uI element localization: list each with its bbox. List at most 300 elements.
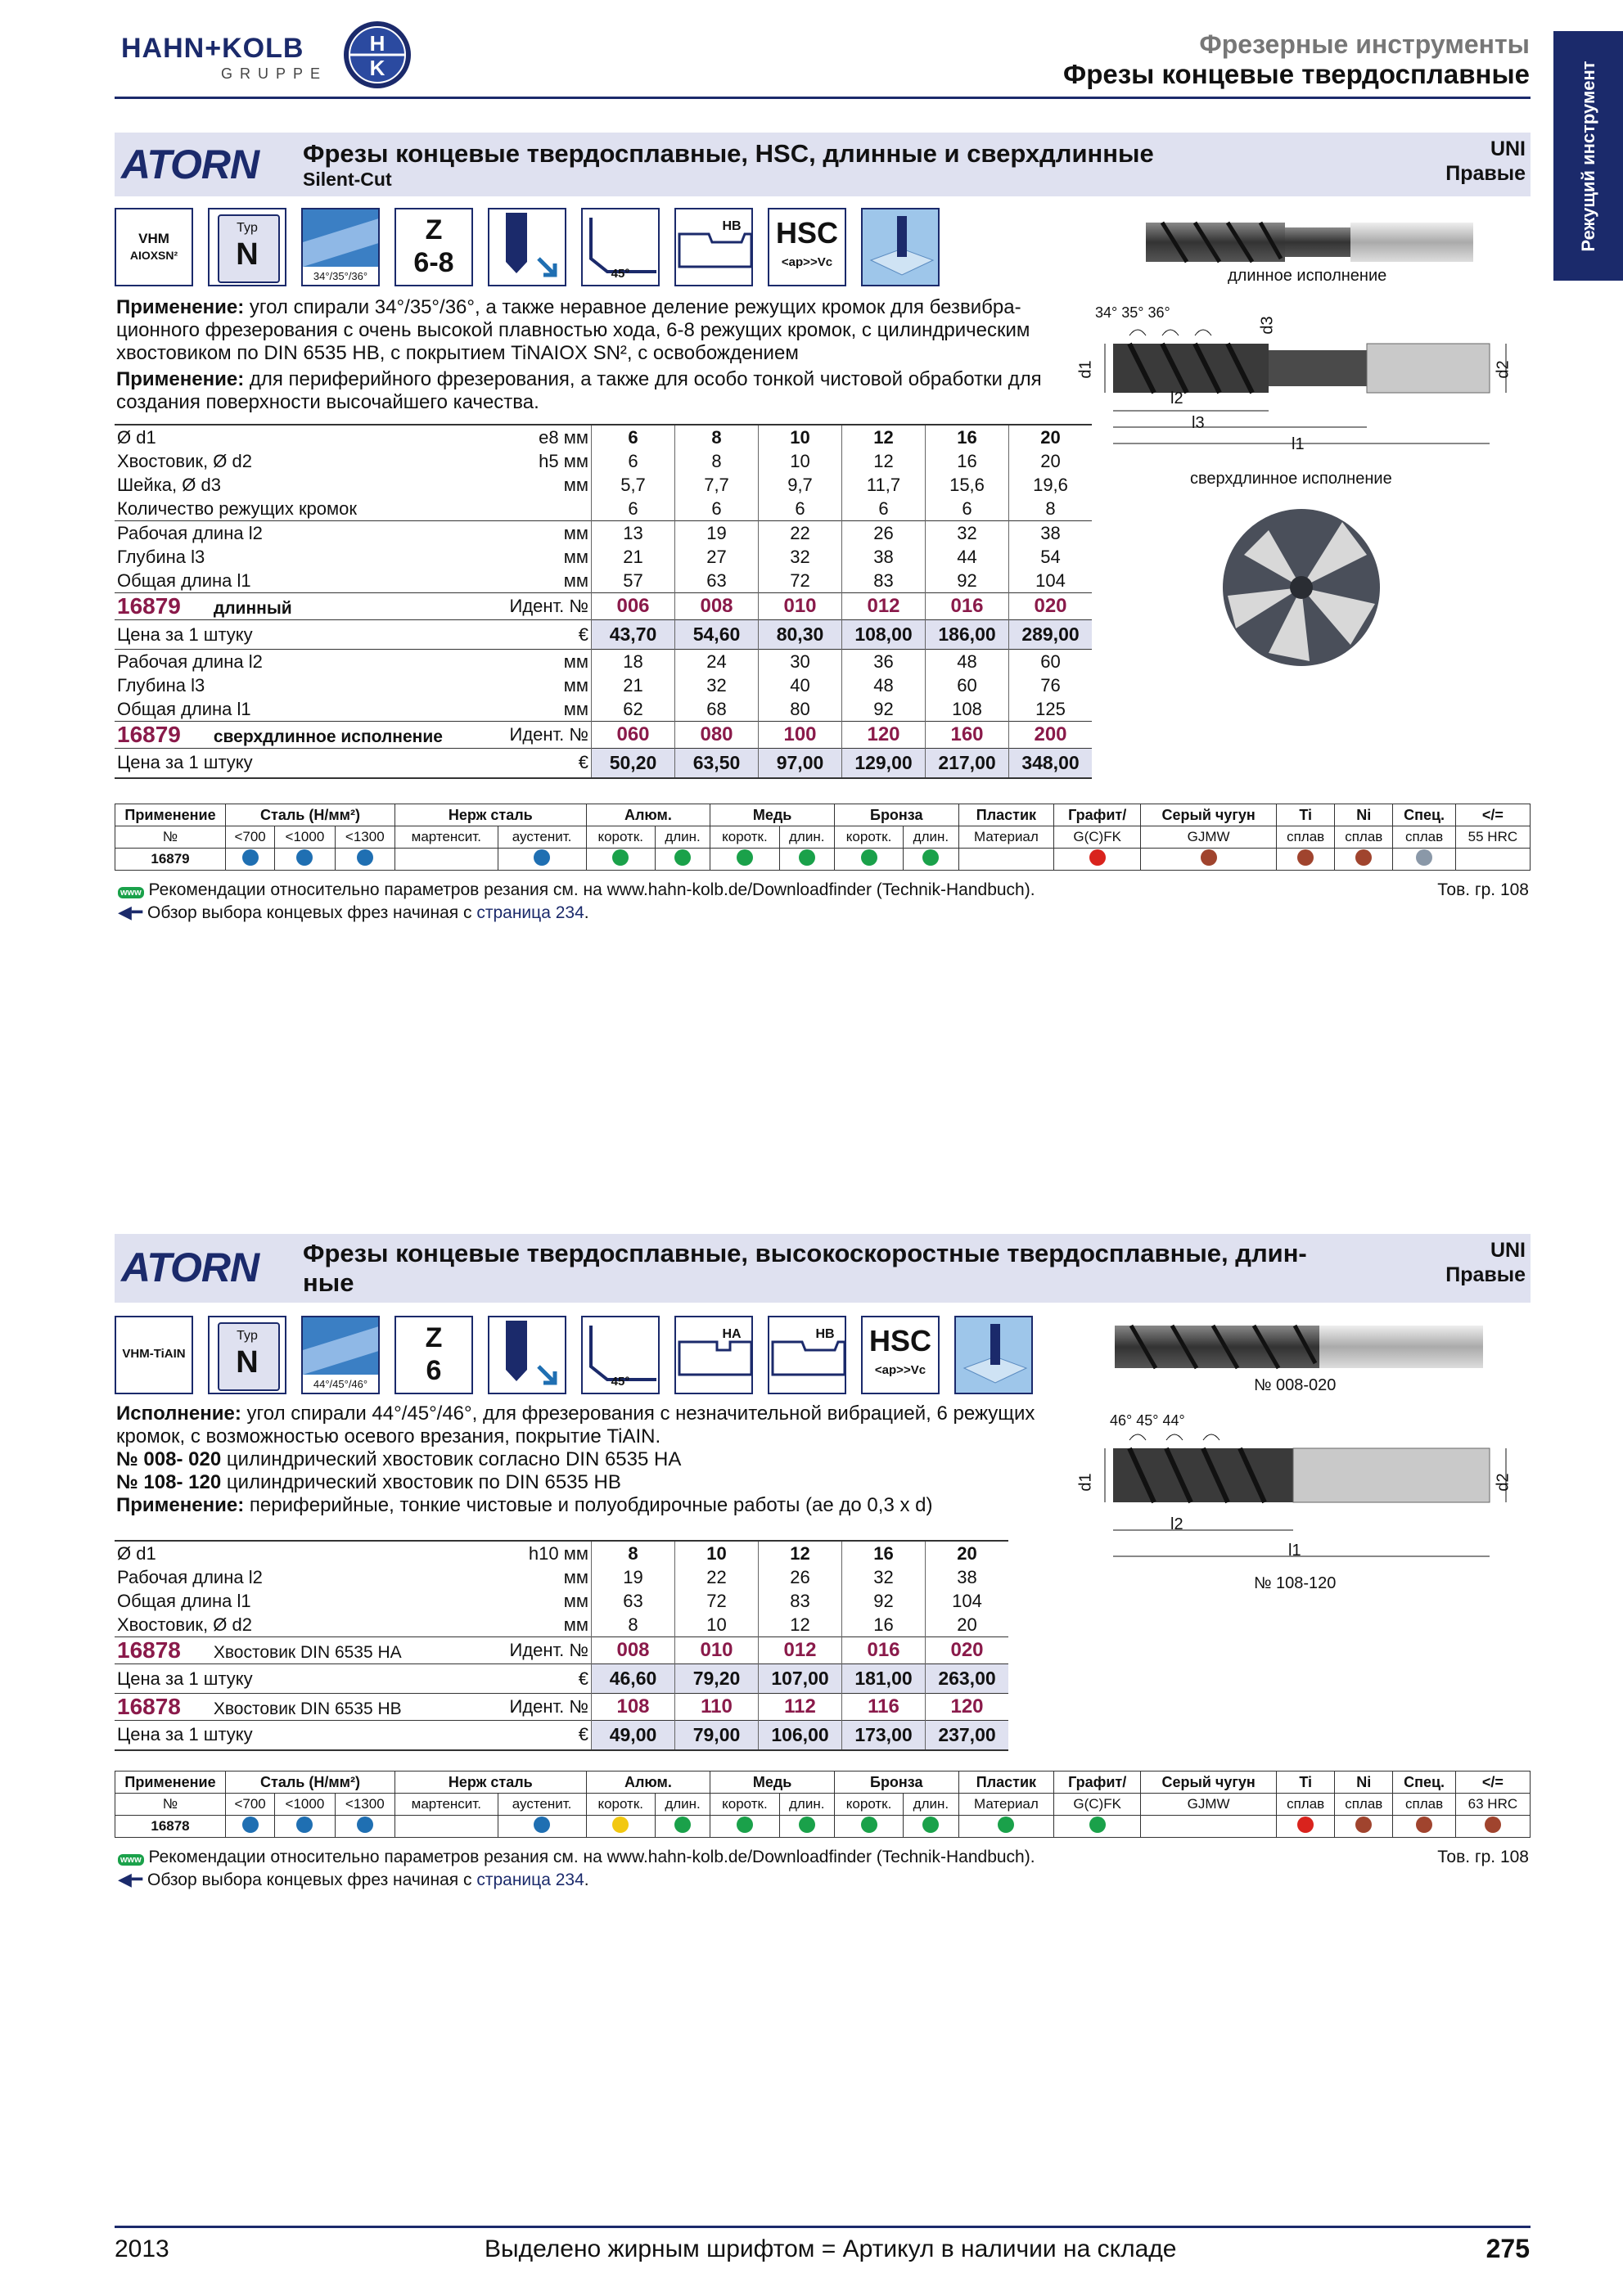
material-suitability-cell bbox=[958, 849, 1054, 871]
spec-label: Ø d1 bbox=[117, 1542, 156, 1564]
axial-plunge-icon-2 bbox=[488, 1316, 566, 1394]
suitability-dot-icon bbox=[1416, 1817, 1432, 1833]
material-subheader: G(C)FK bbox=[1054, 826, 1141, 849]
subcategory-title: Фрезы концевые твердосплавные bbox=[1063, 59, 1530, 89]
atorn-logo: ATORN bbox=[121, 142, 259, 187]
spec-value: 38 bbox=[926, 1565, 1009, 1589]
article-cell bbox=[115, 1637, 504, 1664]
spec-value: 48 bbox=[842, 673, 926, 697]
spec-value: 63 bbox=[592, 1589, 675, 1613]
long-version-label: длинное исполнение bbox=[1228, 267, 1387, 285]
material-suitability-cell bbox=[586, 849, 655, 871]
suitability-dot-icon bbox=[1297, 1817, 1314, 1833]
helix-angle-icon-2: 44°/45°/46° bbox=[301, 1316, 380, 1394]
suitability-dot-icon bbox=[861, 1817, 877, 1833]
section1-product-group: Тов. гр. 108 bbox=[1437, 880, 1529, 899]
article-code: 200 bbox=[1009, 722, 1093, 749]
price-value: 80,30 bbox=[759, 620, 842, 650]
spec-value: 11,7 bbox=[842, 473, 926, 497]
suitability-dot-icon bbox=[357, 849, 373, 866]
material-suitability-cell bbox=[1393, 849, 1455, 871]
material-header-copper: Медь bbox=[710, 1772, 835, 1794]
material-suitability-cell bbox=[226, 1816, 275, 1838]
material-header-castiron: Серый чугун bbox=[1141, 1772, 1277, 1794]
article-code: 016 bbox=[926, 593, 1009, 620]
material-header-bronze: Бронза bbox=[834, 1772, 958, 1794]
spec-value: 26 bbox=[759, 1565, 842, 1589]
spec-value: 62 bbox=[592, 697, 675, 722]
material-header-graphite: Графит/ bbox=[1054, 1772, 1141, 1794]
material-suitability-cell bbox=[1393, 1816, 1455, 1838]
suitability-dot-icon bbox=[1201, 849, 1217, 866]
spec-value: 6 bbox=[592, 497, 675, 521]
spec-label: Рабочая длина l2 bbox=[115, 521, 504, 546]
material-subheader: сплав bbox=[1393, 1794, 1455, 1816]
footer-year: 2013 bbox=[115, 2235, 169, 2262]
page-number: 275 bbox=[1485, 2234, 1530, 2263]
material-subheader: <1000 bbox=[275, 1794, 335, 1816]
article-row bbox=[115, 722, 1092, 749]
side-tab[interactable] bbox=[1553, 31, 1623, 281]
material-article-number: 16878 bbox=[115, 1816, 226, 1838]
price-value: 46,60 bbox=[592, 1664, 675, 1694]
spec-unit: мм bbox=[563, 674, 588, 696]
arrow-left-icon-2: ◀━ bbox=[118, 1869, 143, 1889]
price-label: Цена за 1 штуку bbox=[115, 749, 504, 778]
brand-emblem-icon bbox=[342, 20, 413, 90]
section2-title: Фрезы концевые твердосплавные, высокоскоростные твердосплавные, длин- bbox=[303, 1239, 1307, 1267]
price-label: Цена за 1 штуку bbox=[115, 1721, 504, 1750]
spec-row bbox=[115, 697, 1092, 722]
material-header-plastic: Пластик bbox=[958, 804, 1054, 826]
section1-title-bar bbox=[115, 133, 1531, 196]
l2-label: l2 bbox=[1170, 389, 1183, 407]
material-suitability-cell bbox=[779, 849, 834, 871]
spec-unit: e8 мм bbox=[539, 426, 588, 448]
price-value: 43,70 bbox=[592, 620, 675, 650]
helix-angle-icon: 34°/35°/36° bbox=[301, 208, 380, 286]
material-subheader: длин. bbox=[904, 1794, 958, 1816]
spec-value: 10 bbox=[675, 1613, 759, 1637]
section1-subtitle: Silent-Cut bbox=[303, 169, 392, 190]
spec-value: 10 bbox=[759, 449, 842, 473]
section1-spec-table bbox=[115, 424, 1092, 779]
material-subheader: коротк. bbox=[710, 1794, 779, 1816]
shank-hb-icon: HB bbox=[674, 208, 753, 286]
spec-unit: мм bbox=[563, 569, 588, 591]
suitability-dot-icon bbox=[799, 1817, 815, 1833]
material-subheader: коротк. bbox=[834, 826, 903, 849]
material-subheader: № bbox=[115, 826, 226, 849]
material-header-plastic: Пластик bbox=[958, 1772, 1054, 1794]
d1-label-2: d1 bbox=[1076, 1473, 1095, 1492]
material-article-number: 16879 bbox=[115, 849, 226, 871]
suitability-dot-icon bbox=[674, 1817, 691, 1833]
price-value: 63,50 bbox=[675, 749, 759, 778]
article-code: 008 bbox=[592, 1637, 675, 1664]
article-code: 010 bbox=[759, 593, 842, 620]
spec-value: 38 bbox=[842, 545, 926, 569]
material-suitability-cell bbox=[904, 1816, 958, 1838]
price-row bbox=[115, 620, 1092, 650]
material-header-bronze: Бронза bbox=[834, 804, 958, 826]
section1-side: Правые bbox=[1445, 162, 1526, 185]
side-tab-label: Режущий инструмент bbox=[1577, 60, 1598, 252]
material-suitability-cell bbox=[1141, 849, 1277, 871]
material-suitability-cell bbox=[710, 1816, 779, 1838]
hsc-icon-2: HSC <ap>>Vc bbox=[861, 1316, 940, 1394]
material-subheader: длин. bbox=[779, 1794, 834, 1816]
spec-value: 32 bbox=[759, 545, 842, 569]
material-suitability-cell bbox=[1335, 849, 1393, 871]
material-suitability-cell bbox=[275, 1816, 335, 1838]
spec-value: 6 bbox=[592, 425, 675, 449]
section1-cutting-note: www Рекомендации относительно параметров резания см. на www.hahn-kolb.de/Downloadfinder (Technik-Handbuch). bbox=[118, 880, 1035, 900]
spec-value: 21 bbox=[592, 545, 675, 569]
spec-value: 80 bbox=[759, 697, 842, 722]
spec-value: 92 bbox=[842, 697, 926, 722]
arrow-left-icon: ◀━ bbox=[118, 902, 143, 922]
article-number: 16878 bbox=[117, 1637, 181, 1663]
article-code: 006 bbox=[592, 593, 675, 620]
spec-label: Общая длина l1 bbox=[117, 1590, 251, 1611]
spec-value: 16 bbox=[926, 449, 1009, 473]
material-suitability-cell bbox=[226, 849, 275, 871]
article-row bbox=[115, 1694, 1008, 1721]
section2-material-table bbox=[115, 1771, 1531, 1838]
price-value: 173,00 bbox=[842, 1721, 926, 1750]
price-row bbox=[115, 1664, 1008, 1694]
spec-value: 63 bbox=[675, 569, 759, 593]
material-subheader: Материал bbox=[958, 826, 1054, 849]
spec-label: Рабочая длина l2 bbox=[115, 650, 504, 674]
price-value: 50,20 bbox=[592, 749, 675, 778]
spec-value: 6 bbox=[592, 449, 675, 473]
category-title: Фрезерные инструменты bbox=[1199, 29, 1530, 59]
spec-value: 32 bbox=[675, 673, 759, 697]
material-subheader: <1300 bbox=[335, 826, 394, 849]
spec-row bbox=[115, 569, 1092, 593]
spec-value: 6 bbox=[926, 497, 1009, 521]
material-suitability-cell bbox=[1455, 849, 1530, 871]
material-suitability-cell bbox=[335, 849, 394, 871]
material-header-steel: Сталь (Н/мм²) bbox=[226, 804, 395, 826]
material-subheader: аустенит. bbox=[498, 826, 586, 849]
spec-value: 8 bbox=[675, 425, 759, 449]
material-subheader: аустенит. bbox=[498, 1794, 586, 1816]
material-header-ni: Ni bbox=[1335, 1772, 1393, 1794]
suitability-dot-icon bbox=[1355, 1817, 1372, 1833]
spec-row bbox=[115, 673, 1092, 697]
flutes-icon: Z 6-8 bbox=[394, 208, 473, 286]
page-link-2[interactable]: страница 234 bbox=[476, 1871, 584, 1889]
material-subheader: длин. bbox=[904, 826, 958, 849]
section1-overview-note: ◀━ Обзор выбора концевых фрез начиная с страница 234. bbox=[118, 902, 589, 922]
article-code: 100 bbox=[759, 722, 842, 749]
header-rule bbox=[115, 97, 1531, 99]
spec-value: 19 bbox=[675, 521, 759, 546]
spec-value: 19 bbox=[592, 1565, 675, 1589]
footer-rule bbox=[115, 2226, 1531, 2228]
spec-row bbox=[115, 1613, 1008, 1637]
price-currency: € bbox=[504, 749, 592, 778]
spec-value: 16 bbox=[926, 425, 1009, 449]
material-suitability-cell bbox=[834, 849, 903, 871]
price-currency: € bbox=[504, 1664, 592, 1694]
tool-photo-2 bbox=[1107, 1314, 1491, 1380]
material-subheader: GJMW bbox=[1141, 826, 1277, 849]
article-cell bbox=[115, 1694, 504, 1721]
material-subheader: <700 bbox=[226, 1794, 275, 1816]
spec-value: 104 bbox=[926, 1589, 1009, 1613]
material-subheader: <1300 bbox=[335, 1794, 394, 1816]
tool-photo-long bbox=[1138, 209, 1481, 275]
section1-material-table bbox=[115, 804, 1531, 871]
type-n-icon-2: Typ N bbox=[208, 1316, 286, 1394]
material-hrc: 63 HRC bbox=[1455, 1794, 1530, 1816]
price-value: 54,60 bbox=[675, 620, 759, 650]
material-row bbox=[115, 1816, 1531, 1838]
spec-row bbox=[115, 1565, 1008, 1589]
price-row bbox=[115, 749, 1092, 778]
spec-value: 21 bbox=[592, 673, 675, 697]
suitability-dot-icon bbox=[612, 1817, 629, 1833]
material-header-alu: Алюм. bbox=[586, 804, 710, 826]
spec-row bbox=[115, 1541, 1008, 1565]
spec-label: Рабочая длина l2 bbox=[117, 1566, 263, 1587]
suitability-dot-icon bbox=[1089, 849, 1106, 866]
article-code: 116 bbox=[842, 1694, 926, 1721]
spec-value: 125 bbox=[1009, 697, 1093, 722]
spec-value: 20 bbox=[1009, 449, 1093, 473]
l3-label: l3 bbox=[1192, 414, 1205, 432]
svg-text:H: H bbox=[369, 31, 385, 56]
article-description: Хвостовик DIN 6535 HB bbox=[213, 1699, 402, 1718]
suitability-dot-icon bbox=[357, 1817, 373, 1833]
spec-label: Ø d1 bbox=[117, 426, 156, 448]
section1-application2-text: Применение: для периферийного фрезерования, а также для особо тонкой чистовой обработки для создания поверхности высочайшего качества. bbox=[116, 368, 1042, 413]
material-suitability-cell bbox=[958, 1816, 1054, 1838]
material-subheader: сплав bbox=[1335, 1794, 1393, 1816]
price-value: 129,00 bbox=[842, 749, 926, 778]
spec-value: 26 bbox=[842, 521, 926, 546]
article-cell bbox=[115, 593, 504, 620]
spec-value: 32 bbox=[926, 521, 1009, 546]
spec-label: Глубина l3 bbox=[117, 546, 205, 567]
spec-label: Шейка, Ø d3 bbox=[117, 474, 221, 495]
suitability-dot-icon bbox=[1416, 849, 1432, 866]
spec-unit: мм bbox=[504, 650, 592, 674]
spec-row bbox=[115, 497, 1092, 521]
spec-value: 8 bbox=[592, 1541, 675, 1565]
section1-uni: UNI bbox=[1490, 137, 1526, 160]
material-header-steel: Сталь (Н/мм²) bbox=[226, 1772, 395, 1794]
spec-value: 22 bbox=[675, 1565, 759, 1589]
spec-value: 12 bbox=[759, 1613, 842, 1637]
spec-value: 9,7 bbox=[759, 473, 842, 497]
article-code: 020 bbox=[926, 1637, 1009, 1664]
spec-value: 6 bbox=[759, 497, 842, 521]
spec-row bbox=[115, 1589, 1008, 1613]
atorn-logo-2: ATORN bbox=[121, 1245, 259, 1290]
price-value: 97,00 bbox=[759, 749, 842, 778]
material-subheader: длин. bbox=[779, 826, 834, 849]
material-suitability-cell bbox=[498, 849, 586, 871]
spec-value: 10 bbox=[675, 1541, 759, 1565]
type-n-icon: Typ N bbox=[208, 208, 286, 286]
material-subheader: сплав bbox=[1277, 1794, 1335, 1816]
spec-row bbox=[115, 650, 1092, 674]
spec-unit: h5 мм bbox=[539, 450, 588, 471]
material-suitability-cell bbox=[655, 849, 710, 871]
spec-row bbox=[115, 425, 1092, 449]
material-suitability-cell bbox=[275, 849, 335, 871]
spec-label: Хвостовик, Ø d2 bbox=[117, 450, 252, 471]
axial-plunge-icon bbox=[488, 208, 566, 286]
www-icon: www bbox=[118, 887, 144, 898]
price-value: 107,00 bbox=[759, 1664, 842, 1694]
spec-value: 27 bbox=[675, 545, 759, 569]
article-code: 120 bbox=[842, 722, 926, 749]
section2-side: Правые bbox=[1445, 1263, 1526, 1286]
material-subheader: № bbox=[115, 1794, 226, 1816]
suitability-dot-icon bbox=[242, 849, 259, 866]
material-suitability-cell bbox=[394, 849, 498, 871]
article-code: 012 bbox=[759, 1637, 842, 1664]
material-header-alu: Алюм. bbox=[586, 1772, 710, 1794]
milling-icon bbox=[861, 208, 940, 286]
spec-value: 104 bbox=[1009, 569, 1093, 593]
spec-value: 13 bbox=[592, 521, 675, 546]
article-code: 020 bbox=[1009, 593, 1093, 620]
material-suitability-cell bbox=[710, 849, 779, 871]
material-subheader: коротк. bbox=[834, 1794, 903, 1816]
material-subheader: коротк. bbox=[586, 826, 655, 849]
spec-value: 108 bbox=[926, 697, 1009, 722]
article-code: 008 bbox=[675, 593, 759, 620]
price-row bbox=[115, 1721, 1008, 1750]
shank-hb-icon-2: HB bbox=[768, 1316, 846, 1394]
spec-value: 48 bbox=[926, 650, 1009, 674]
l1-label-2: l1 bbox=[1288, 1542, 1301, 1560]
spec-value: 22 bbox=[759, 521, 842, 546]
spec-value: 57 bbox=[592, 569, 675, 593]
spec-value: 54 bbox=[1009, 545, 1093, 569]
article-number: 16879 bbox=[117, 722, 181, 747]
spec-value: 8 bbox=[1009, 497, 1093, 521]
spec-value: 92 bbox=[926, 569, 1009, 593]
material-subheader: сплав bbox=[1335, 826, 1393, 849]
d2-label-2: d2 bbox=[1494, 1473, 1513, 1492]
price-value: 289,00 bbox=[1009, 620, 1093, 650]
price-value: 237,00 bbox=[926, 1721, 1009, 1750]
article-number: 16878 bbox=[117, 1694, 181, 1719]
suitability-dot-icon bbox=[242, 1817, 259, 1833]
material-subheader: коротк. bbox=[586, 1794, 655, 1816]
material-header-spec: Спец. bbox=[1393, 1772, 1455, 1794]
material-suitability-cell bbox=[779, 1816, 834, 1838]
spec-value: 19,6 bbox=[1009, 473, 1093, 497]
spec-value: 20 bbox=[926, 1541, 1009, 1565]
material-suitability-cell bbox=[498, 1816, 586, 1838]
spec-value: 20 bbox=[926, 1613, 1009, 1637]
material-header-graphite: Графит/ bbox=[1054, 804, 1141, 826]
page-link[interactable]: страница 234 bbox=[476, 903, 584, 922]
spec-value: 15,6 bbox=[926, 473, 1009, 497]
article-cell bbox=[115, 722, 504, 749]
spec-unit: мм bbox=[563, 1614, 588, 1635]
spec-value: 36 bbox=[842, 650, 926, 674]
d2-label: d2 bbox=[1494, 360, 1513, 379]
ident-label: Идент. № bbox=[504, 593, 592, 620]
suitability-dot-icon bbox=[799, 849, 815, 866]
spec-value: 83 bbox=[842, 569, 926, 593]
spec-value: 5,7 bbox=[592, 473, 675, 497]
hsc-icon: HSC <ap>>Vc bbox=[768, 208, 846, 286]
price-value: 186,00 bbox=[926, 620, 1009, 650]
material-hrc: 55 HRC bbox=[1455, 826, 1530, 849]
article-code: 012 bbox=[842, 593, 926, 620]
material-subheader: мартенсит. bbox=[394, 826, 498, 849]
spec-value: 18 bbox=[592, 650, 675, 674]
price-value: 106,00 bbox=[759, 1721, 842, 1750]
spec-label: Общая длина l1 bbox=[117, 569, 251, 591]
price-value: 263,00 bbox=[926, 1664, 1009, 1694]
price-value: 79,00 bbox=[675, 1721, 759, 1750]
material-suitability-cell bbox=[335, 1816, 394, 1838]
section2-spec-table bbox=[115, 1540, 1008, 1751]
material-subheader-row bbox=[115, 826, 1531, 849]
material-header-ti: Ti bbox=[1277, 804, 1335, 826]
material-suitability-cell bbox=[1054, 849, 1141, 871]
section2-title-bar bbox=[115, 1234, 1531, 1303]
helix-angles-label-2: 46° 45° 44° bbox=[1110, 1412, 1185, 1429]
spec-label: Количество режущих кромок bbox=[117, 497, 358, 519]
spec-value: 83 bbox=[759, 1589, 842, 1613]
suitability-dot-icon bbox=[737, 849, 753, 866]
material-subheader: GJMW bbox=[1141, 1794, 1277, 1816]
brand-sub: GRUPPE bbox=[221, 65, 328, 82]
article-description: сверхдлинное исполнение bbox=[213, 727, 443, 746]
article-row bbox=[115, 1637, 1008, 1664]
article-number: 16879 bbox=[117, 593, 181, 619]
material-subheader: <1000 bbox=[275, 826, 335, 849]
spec-row bbox=[115, 521, 1092, 546]
price-currency: € bbox=[504, 1721, 592, 1750]
material-header-stainless: Нерж сталь bbox=[394, 804, 586, 826]
suitability-dot-icon bbox=[922, 849, 939, 866]
article-code: 016 bbox=[842, 1637, 926, 1664]
price-value: 217,00 bbox=[926, 749, 1009, 778]
section1-application-text: Применение: угол спирали 34°/35°/36°, а также неравное деление режущих кромок для безвибра- ционного фрезерования с очень высокой плавностью хода, 6-8 режущих кромок, с цилиндрическим хвостовиком по DIN 6535 HB, с покрытием TiNAIOX SN², с освобождением bbox=[116, 296, 1030, 364]
article-code: 060 bbox=[592, 722, 675, 749]
material-suitability-cell bbox=[1054, 1816, 1141, 1838]
article-code: 080 bbox=[675, 722, 759, 749]
ident-label: Идент. № bbox=[504, 1694, 592, 1721]
www-icon-2: www bbox=[118, 1854, 144, 1866]
spec-unit: мм bbox=[563, 1590, 588, 1611]
tool-end-view-photo bbox=[1220, 506, 1383, 669]
d1-label: d1 bbox=[1076, 360, 1095, 379]
material-row bbox=[115, 849, 1531, 871]
spec-value: 16 bbox=[842, 1541, 926, 1565]
spec-value: 92 bbox=[842, 1589, 926, 1613]
article-code: 112 bbox=[759, 1694, 842, 1721]
milling-icon-2 bbox=[954, 1316, 1033, 1394]
material-subheader: мартенсит. bbox=[394, 1794, 498, 1816]
helix-angles-label: 34° 35° 36° bbox=[1095, 304, 1170, 321]
material-subheader: G(C)FK bbox=[1054, 1794, 1141, 1816]
